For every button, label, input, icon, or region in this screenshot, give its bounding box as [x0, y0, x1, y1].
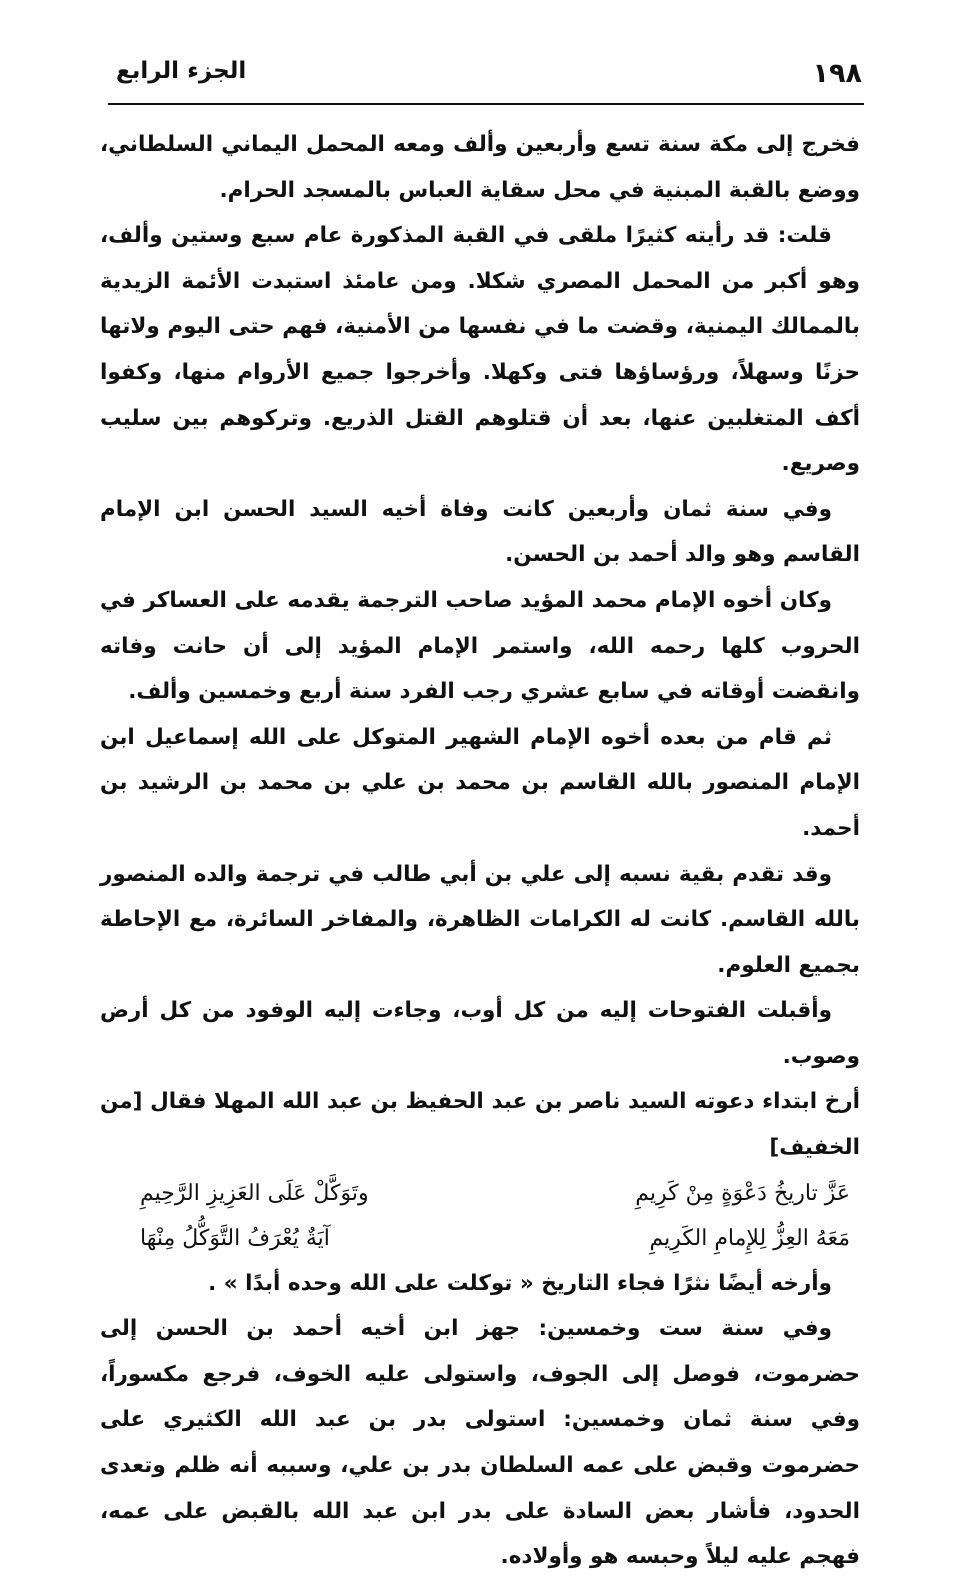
verse-first-hemistich: مَعَهُ العِزُّ لِلإِمامِ الكَرِيمِ: [649, 1225, 850, 1251]
part-title: الجزء الرابع: [116, 58, 247, 84]
page-header: [110, 52, 864, 102]
page-body: [100, 122, 860, 1580]
paragraph: فخرج إلى مكة سنة تسع وأربعين وألف ومعه المحمل اليماني السلطاني، ووضع بالقبة المبنية في محل سقاية العباس بالمسجد الحرام.: [100, 132, 860, 203]
paragraph: قلت: قد رأيته كثيرًا ملقى في القبة المذكورة عام سبع وستين وألف، وهو أكبر من المحمل المصري شكلا. ومن عامئذ استبدت الأئمة الزيدية بالممالك اليمنية، وقضت ما في نفسها من الأمنية، فهم حتى اليوم ولاتها حزنًا وسهلاً، ورؤساؤها فتى وكهلا. وأخرجوا جميع الأروام منها، وكفوا أكف المتغلبين عنها، بعد أن قتلوهم القتل الذريع. وتركوهم بين سليب وصريع.: [100, 223, 860, 477]
paragraph: وفي سنة ست وخمسين: جهز ابن أخيه أحمد بن الحسن إلى حضرموت، فوصل إلى الجوف، واستولى عليه الخوف، فرجع مكسوراً، وفي سنة ثمان وخمسين: استولى بدر بن عبد الله الكثيري على حضرموت وقبض على عمه السلطان بدر بن علي، وسببه أنه ظلم وتعدى الحدود، فأشار بعض السادة على بدر ابن عبد الله بالقبض على عمه، فهجم عليه ليلاً وحبسه هو وأولاده.: [100, 1316, 860, 1570]
header-divider: [108, 103, 864, 105]
verse-second-hemistich: آيَةٌ يُعْرَفُ التَّوَكُّلُ مِنْهَا: [140, 1225, 330, 1251]
paragraph: ثم قام من بعده أخوه الإمام الشهير المتوكل على الله إسماعيل ابن الإمام المنصور بالله القاسم بن محمد بن علي بن محمد بن الرشيد بن أحمد.: [100, 724, 860, 841]
verse-second-hemistich: وتَوَكَّلْ عَلَى العَزِيزِ الرَّحِيمِ: [140, 1180, 369, 1206]
poem-verse: [140, 1216, 850, 1261]
paragraph: وفي سنة ثمان وأربعين كانت وفاة أخيه السيد الحسن ابن الإمام القاسم وهو والد أحمد بن الحسن.: [100, 496, 860, 568]
verse-first-hemistich: عَزَّ تاريخُ دَعْوَةٍ مِنْ كَرِيمِ: [635, 1180, 850, 1206]
page-number: ١٩٨: [812, 58, 862, 89]
poem: [100, 1171, 860, 1261]
paragraph: وأقبلت الفتوحات إليه من كل أوب، وجاءت إليه الوفود من كل أرض وصوب.: [100, 998, 860, 1069]
paragraph-after-poem: وأرخه أيضًا نثرًا فجاء التاريخ « توكلت على الله وحده أبدًا » .: [208, 1270, 832, 1296]
paragraph: وقد تقدم بقية نسبه إلى علي بن أبي طالب في ترجمة والده المنصور بالله القاسم. كانت له الكرامات الظاهرة، والمفاخر السائرة، مع الإحاطة بجميع العلوم.: [100, 861, 860, 978]
poem-intro: أرخ ابتداء دعوته السيد ناصر بن عبد الحفيظ بن عبد الله المهلا فقال [من الخفيف]: [100, 1089, 860, 1161]
poem-verse: [140, 1171, 850, 1216]
paragraph: وكان أخوه الإمام محمد المؤيد صاحب الترجمة يقدمه على العساكر في الحروب كلها رحمه الله، واستمر الإمام المؤيد إلى أن حانت وفاته وانقضت أوقاته في سابع عشري رجب الفرد سنة أربع وخمسين وألف.: [100, 587, 860, 705]
